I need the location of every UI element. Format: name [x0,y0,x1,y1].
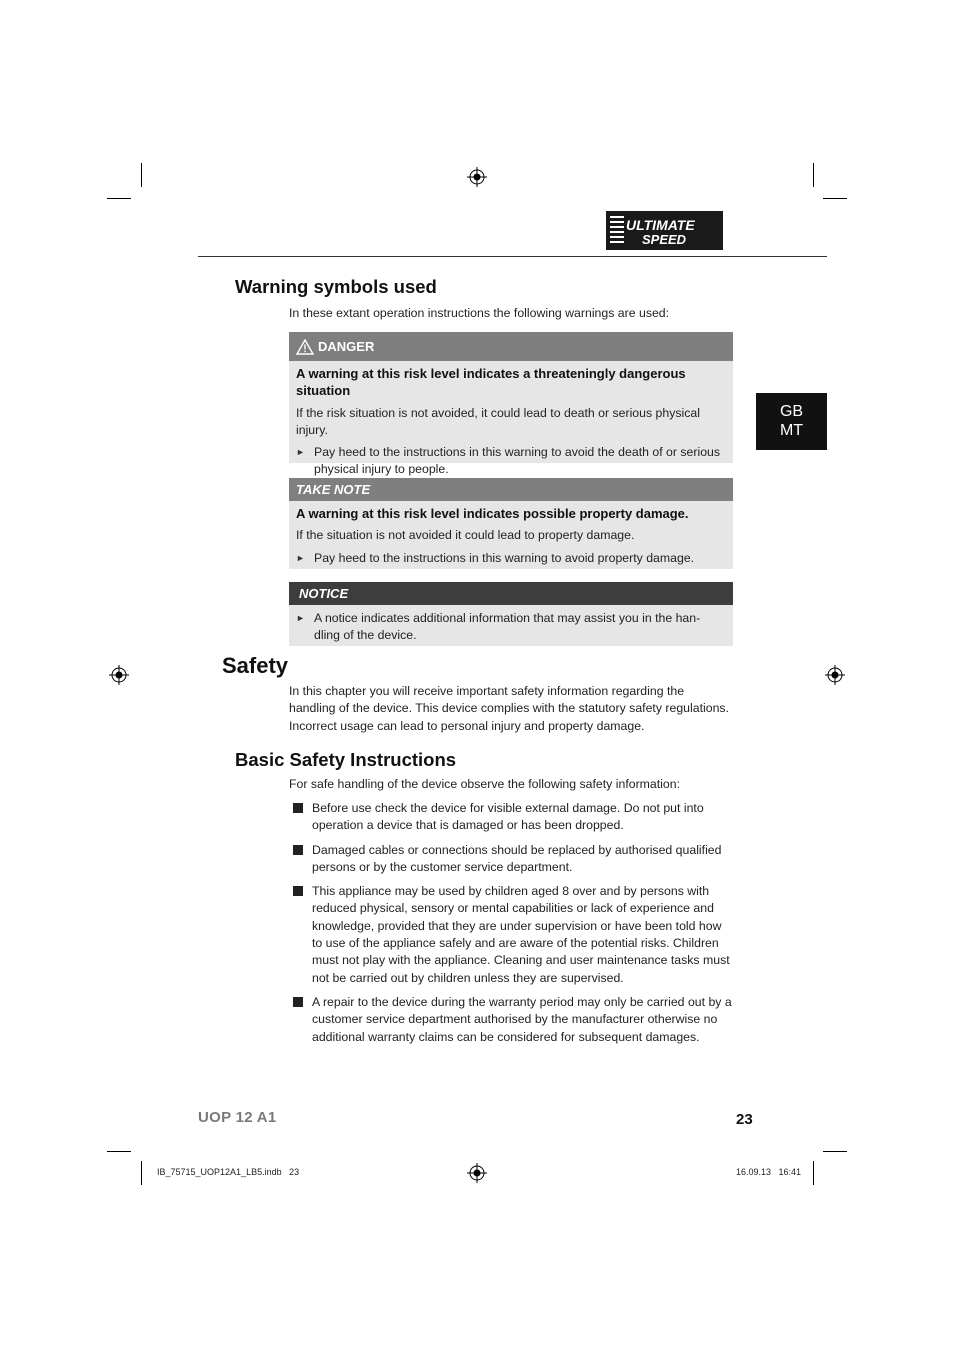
square-bullet-icon [293,886,303,896]
brand-line2: SPEED [642,232,687,247]
danger-box-header [289,332,733,361]
brand-line1: ULTIMATE [626,217,695,233]
list-item-text: Damaged cables or connections should be replaced by authorised qualified persons or by the customer service department. [312,842,722,874]
safety-heading: Safety [222,653,289,678]
list-item [293,883,733,987]
registration-mark-icon [467,167,487,187]
danger-box-item-text: Pay heed to the instructions in this warning to avoid the death of or serious physical injury to people. [314,445,721,477]
arrow-bullet-icon: ► [296,552,305,563]
crop-mark [813,163,814,187]
warning-triangle-icon [296,339,314,355]
crop-mark [141,163,142,187]
notice-box-title: NOTICE [299,586,349,601]
square-bullet-icon [293,845,303,855]
print-slug-date: 16.09.13 16:41 [736,1167,802,1177]
language-tab-line2: MT [779,422,804,439]
crop-mark [141,1161,142,1185]
registration-mark-icon [467,1163,487,1183]
list-item-text: This appliance may be used by children aged 8 over and by persons with reduced physical, sensory or mental capabilities or lack of experience and knowledge, provided that they are under supervision or have been told how to use of the appliance safely and are aware of the potential risks. Children must not play with the appliance. Cleaning and user maintenance tasks must not be carried out by children unless they are supervised. [312,884,730,985]
safety-intro: In this chapter you will receive important safety information regarding the handling of the device. This device complies with the statutory safety regulations. Incorrect usage can lead to personal injury and property damage. [289,684,729,733]
registration-mark-icon [109,665,129,685]
list-item-text: A repair to the device during the warranty period may only be carried out by a customer service department authorised by the manufacturer otherwise no additional warranty claims can be considered for subsequent damages. [312,994,732,1044]
take-note-box-text: If the situation is not avoided it could lead to property damage. [296,528,635,543]
arrow-bullet-icon: ► [296,447,305,458]
crop-mark [107,198,131,199]
take-note-box-item [296,550,726,567]
danger-box [289,332,733,477]
crop-mark [823,198,847,199]
notice-box [289,582,733,646]
take-note-box-header [289,478,733,501]
basic-safety-heading: Basic Safety Instructions [235,749,457,770]
warning-symbols-heading: Warning symbols used [235,276,437,297]
brand-logo-graphic [606,211,723,250]
model-number: UOP 12 A1 [198,1109,277,1126]
take-note-box-item-text: Pay heed to the instructions in this warning to avoid property damage. [314,550,695,565]
brand-logo [606,211,723,250]
list-item [293,994,733,1046]
take-note-box [289,478,733,569]
take-note-box-body [289,501,733,574]
registration-mark-icon [825,665,845,685]
danger-box-body [289,361,733,486]
print-slug-file: IB_75715_UOP12A1_LB5.indb 23 [157,1167,300,1177]
take-note-box-strong: A warning at this risk level indicates possible property damage. [296,506,689,521]
warning-symbols-intro: In these extant operation instructions the following warnings are used: [289,306,670,320]
notice-box-header [289,582,733,605]
arrow-bullet-icon: ► [296,613,305,623]
take-note-box-title: TAKE NOTE [296,482,371,497]
list-item [293,800,733,835]
danger-box-text: If the risk situation is not avoided, it could lead to death or serious physical injury. [296,405,700,437]
notice-box-item [296,610,726,645]
crop-mark [823,1151,847,1152]
list-item [293,842,733,877]
danger-box-item [296,444,726,479]
language-tab-line1: GB [779,403,804,420]
notice-box-item-text: A notice indicates additional information that may assist you in the han-dling of the device. [314,611,701,643]
danger-box-strong: A warning at this risk level indicates a threateningly dangerous situation [296,366,686,399]
page-number: 23 [736,1111,753,1128]
square-bullet-icon [293,997,303,1007]
list-item-text: Before use check the device for visible external damage. Do not put into operation a device that is damaged or has been dropped. [312,801,704,833]
basic-safety-intro: For safe handling of the device observe the following safety information: [289,777,680,791]
crop-mark [107,1151,131,1152]
square-bullet-icon [293,803,303,813]
crop-mark [813,1161,814,1185]
notice-box-body [289,605,733,652]
header-rule [198,256,827,257]
danger-box-title: DANGER [318,339,375,354]
language-tab [756,393,827,450]
basic-safety-list [293,800,733,1053]
